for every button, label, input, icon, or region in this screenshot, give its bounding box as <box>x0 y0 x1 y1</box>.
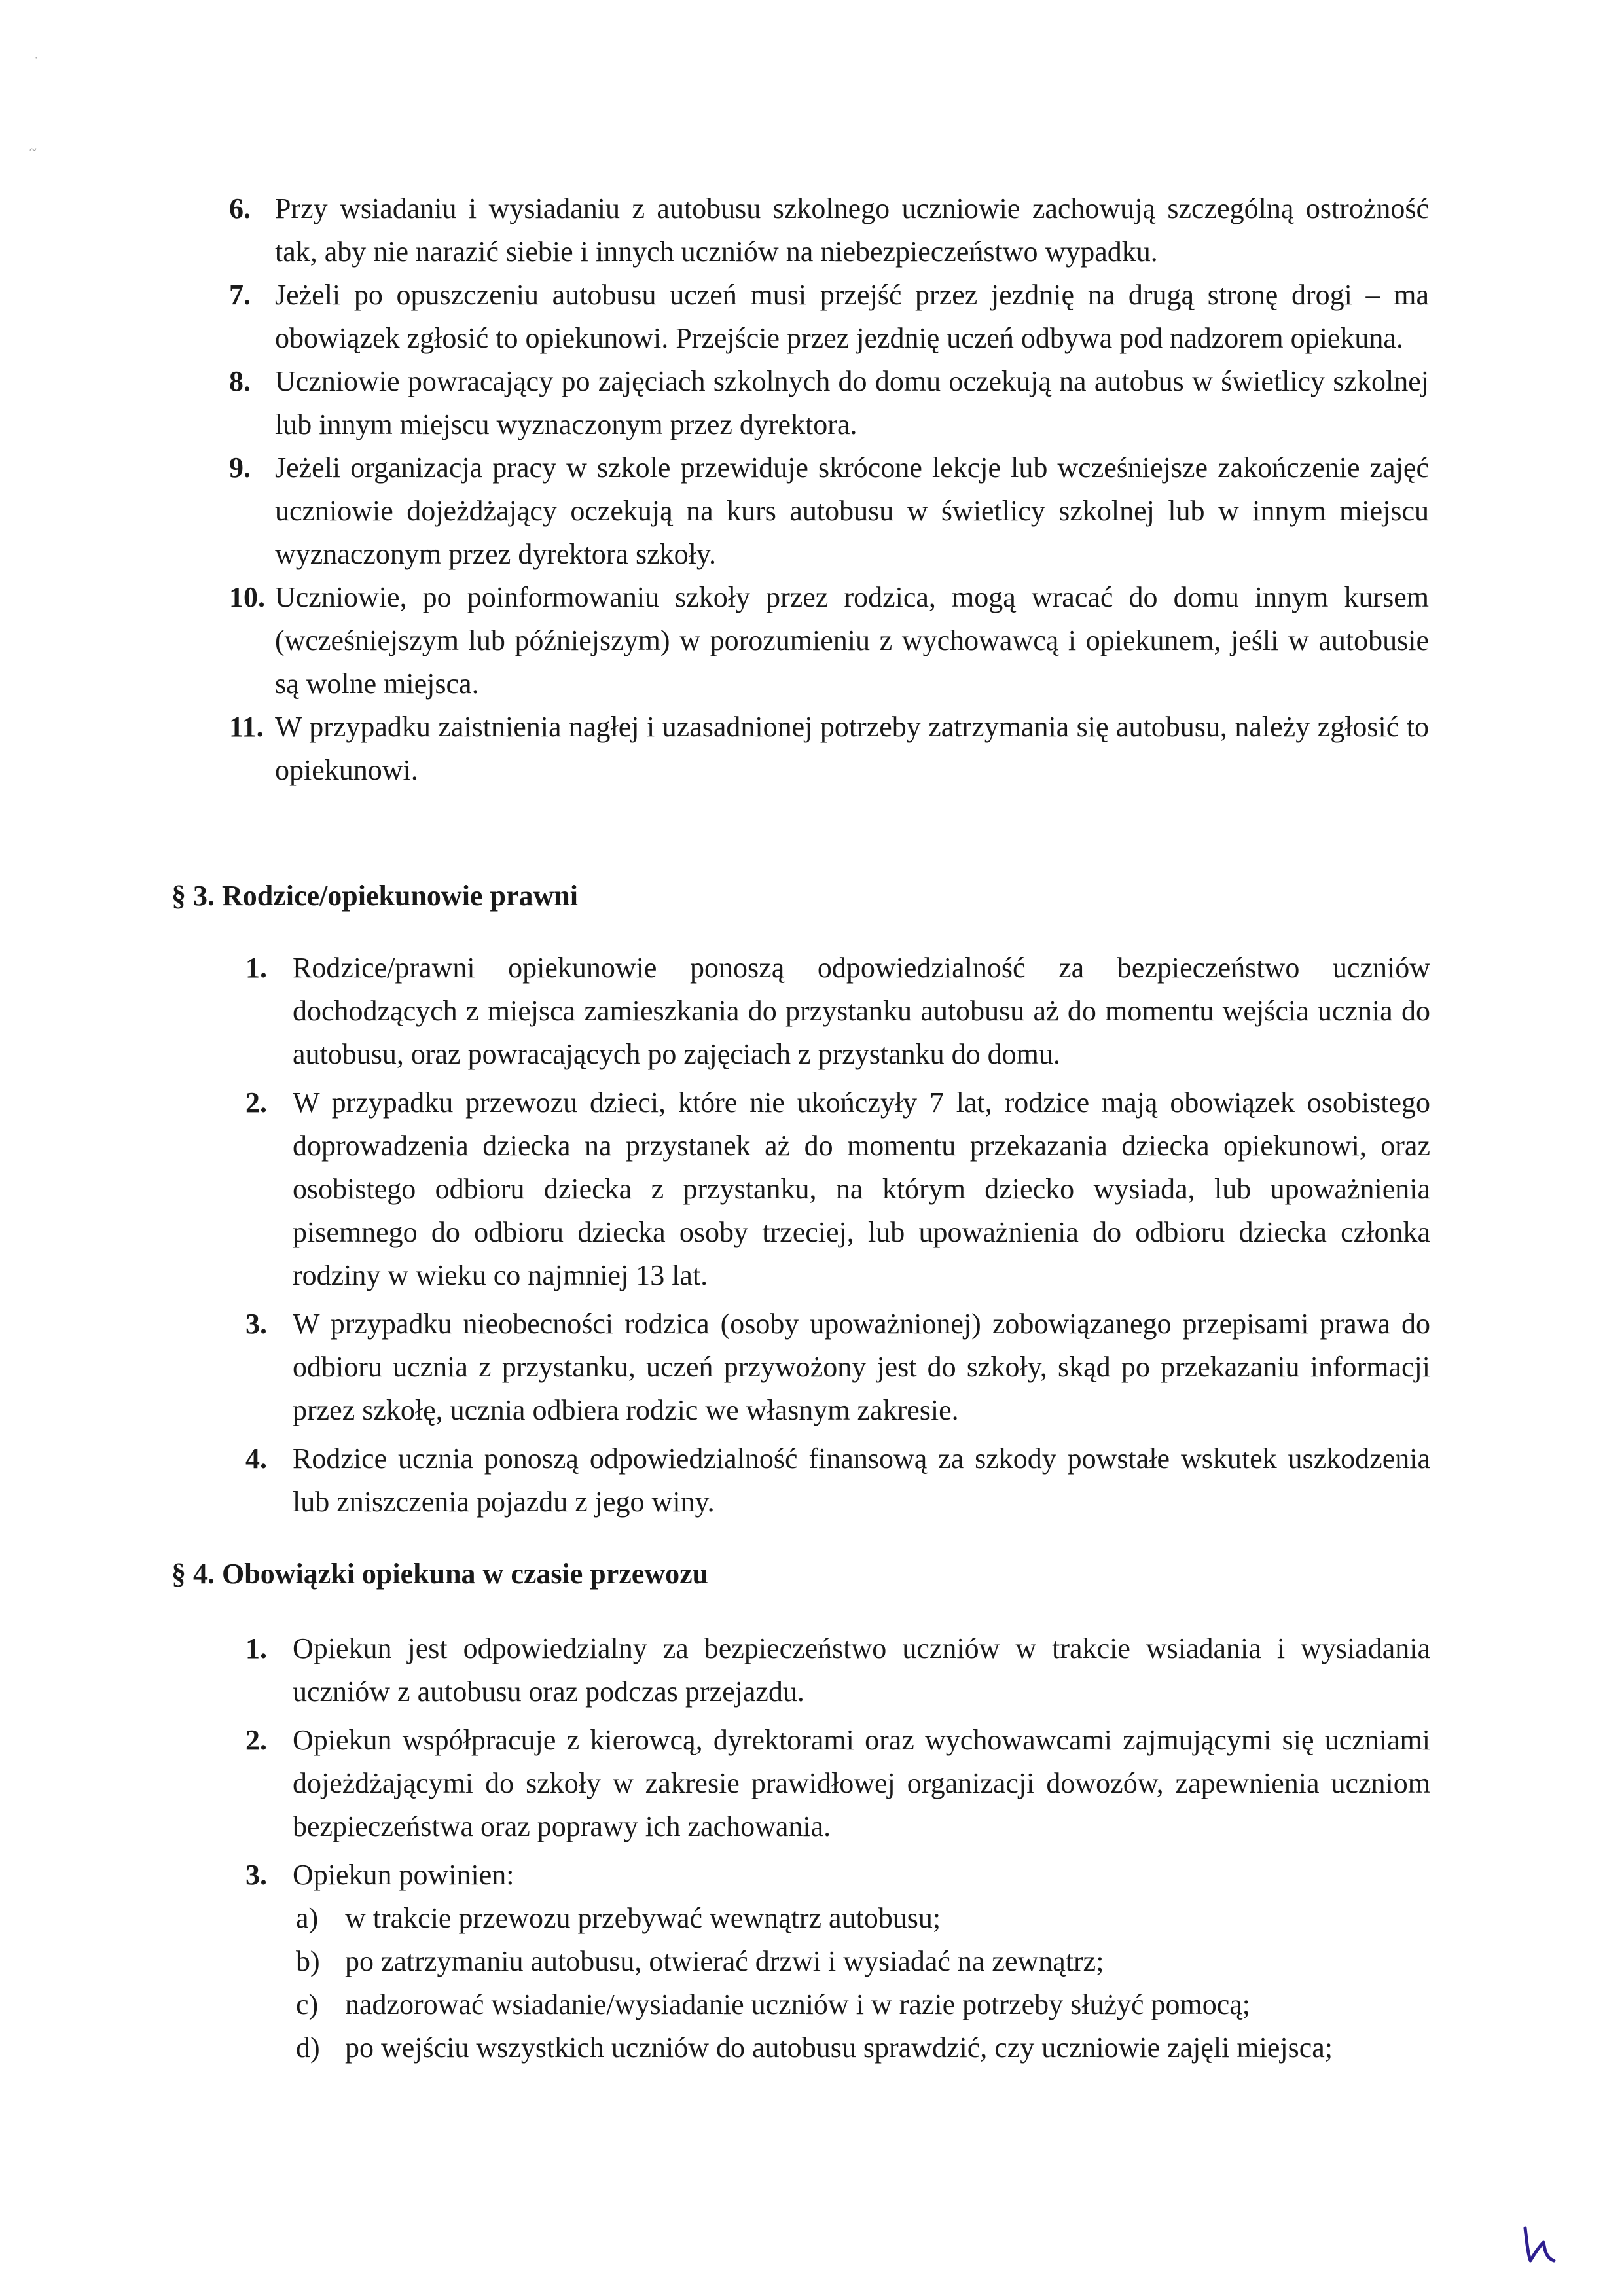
item-text: Jeżeli organizacja pracy w szkole przewiduje skrócone lekcje lub wcześniejsze zakończenie zajęć uczniowie dojeżdżający oczekują na kurs autobusu w świetlicy szkolnej lub w innym miejscu wyznaczonym przez dyrektora szkoły. <box>275 452 1429 570</box>
item-text: Opiekun współpracuje z kierowcą, dyrektorami oraz wychowawcami zajmującymi się uczniami dojeżdżającymi do szkoły w zakresie prawidłowej organizacji dowozów, zapewnienia uczniom bezpieczeństwa oraz poprawy ich zachowania. <box>293 1724 1430 1842</box>
item-number: 3. <box>245 1859 267 1891</box>
item-number: 10. <box>229 581 265 613</box>
list-item <box>245 1627 1430 1713</box>
list-item <box>229 360 1429 446</box>
item-number: 4. <box>245 1443 267 1475</box>
list-item <box>245 946 1430 1076</box>
item-text: Uczniowie, po poinformowaniu szkoły przez rodzica, mogą wracać do domu innym kursem (wcześniejszym lub późniejszym) w porozumieniu z wychowawcą i opiekunem, jeśli w autobusie są wolne miejsca. <box>275 581 1429 700</box>
item-number: 1. <box>245 1632 267 1664</box>
item-number: 2. <box>245 1086 267 1119</box>
list-item <box>245 1302 1430 1432</box>
sub-item-text: po zatrzymaniu autobusu, otwierać drzwi i wysiadać na zewnątrz; <box>345 1945 1104 1977</box>
item-text: Rodzice ucznia ponoszą odpowiedzialność finansową za szkody powstałe wskutek uszkodzenia lub zniszczenia pojazdu z jego winy. <box>293 1443 1430 1518</box>
list-item <box>229 576 1429 706</box>
section-2-continued-list <box>0 187 1624 792</box>
scan-artifact: · <box>34 51 39 65</box>
sub-item-letter: a) <box>296 1902 319 1934</box>
section-3-heading: § 3. Rodzice/opiekunowie prawni <box>171 880 578 912</box>
item-text: Przy wsiadaniu i wysiadaniu z autobusu szkolnego uczniowie zachowują szczególną ostrożność tak, aby nie narazić siebie i innych uczniów na niebezpieczeństwo wypadku. <box>275 192 1429 268</box>
item-text: Opiekun powinien: <box>293 1859 514 1891</box>
section-3-list <box>0 946 1624 1524</box>
scan-artifact: ~ <box>29 143 37 157</box>
item-text: W przypadku zaistnienia nagłej i uzasadnionej potrzeby zatrzymania się autobusu, należy zgłosić to opiekunowi. <box>275 711 1429 786</box>
item-number: 8. <box>229 365 251 397</box>
section-4-heading: § 4. Obowiązki opiekuna w czasie przewozu <box>171 1558 709 1590</box>
item-text: Rodzice/prawni opiekunowie ponoszą odpowiedzialność za bezpieczeństwo uczniów dochodzących z miejsca zamieszkania do przystanku autobusu aż do momentu wejścia ucznia do autobusu, oraz powracających po zajęciach z przystanku do domu. <box>293 952 1430 1070</box>
list-item <box>245 1081 1430 1297</box>
list-item <box>245 1719 1430 1848</box>
sub-list-item <box>296 2026 1430 2070</box>
sub-item-text: w trakcie przewozu przebywać wewnątrz autobusu; <box>345 1902 941 1934</box>
sub-list-item <box>296 1983 1430 2026</box>
list-item <box>229 187 1429 274</box>
sub-item-letter: b) <box>296 1945 320 1977</box>
item-text: Opiekun jest odpowiedzialny za bezpieczeństwo uczniów w trakcie wsiadania i wysiadania uczniów z autobusu oraz podczas przejazdu. <box>293 1632 1430 1708</box>
item-number: 7. <box>229 279 251 311</box>
list-item <box>229 446 1429 576</box>
list-item <box>229 706 1429 792</box>
item-text: Uczniowie powracający po zajęciach szkolnych do domu oczekują na autobus w świetlicy szkolnej lub innym miejscu wyznaczonym przez dyrektora. <box>275 365 1429 440</box>
list-item <box>245 1437 1430 1524</box>
handwritten-initial-mark <box>1517 2224 1563 2270</box>
item-number: 6. <box>229 192 251 224</box>
item-number: 3. <box>245 1308 267 1340</box>
section-4-list <box>0 1627 1624 2070</box>
item-number: 11. <box>229 711 264 743</box>
sub-item-text: po wejściu wszystkich uczniów do autobusu sprawdzić, czy uczniowie zajęli miejsca; <box>345 2032 1333 2064</box>
list-item <box>229 274 1429 360</box>
item-text: Jeżeli po opuszczeniu autobusu uczeń musi przejść przez jezdnię na drugą stronę drogi – ma obowiązek zgłosić to opiekunowi. Przejście przez jezdnię uczeń odbywa pod nadzorem opiekuna. <box>275 279 1429 354</box>
sub-list-item <box>296 1940 1430 1983</box>
item-number: 9. <box>229 452 251 484</box>
list-item <box>245 1854 1430 1897</box>
item-text: W przypadku nieobecności rodzica (osoby upoważnionej) zobowiązanego przepisami prawa do odbioru ucznia z przystanku, uczeń przywożony jest do szkoły, skąd po przekazaniu informacji przez szkołę, ucznia odbiera rodzic we własnym zakresie. <box>293 1308 1430 1426</box>
sub-list-item <box>296 1897 1430 1940</box>
item-number: 1. <box>245 952 267 984</box>
item-number: 2. <box>245 1724 267 1756</box>
item-text: W przypadku przewozu dzieci, które nie ukończyły 7 lat, rodzice mają obowiązek osobistego doprowadzenia dziecka na przystanek aż do momentu przekazania dziecka opiekunowi, oraz osobistego odbioru dziecka z przystanku, na którym dziecko wysiada, lub upoważnienia pisemnego do odbioru dziecka osoby trzeciej, lub upoważnienia do odbioru dziecka członka rodziny w wieku co najmniej 13 lat. <box>293 1086 1430 1291</box>
sub-item-text: nadzorować wsiadanie/wysiadanie uczniów i w razie potrzeby służyć pomocą; <box>345 1988 1251 2020</box>
sub-item-letter: c) <box>296 1988 319 2020</box>
sub-item-letter: d) <box>296 2032 320 2064</box>
